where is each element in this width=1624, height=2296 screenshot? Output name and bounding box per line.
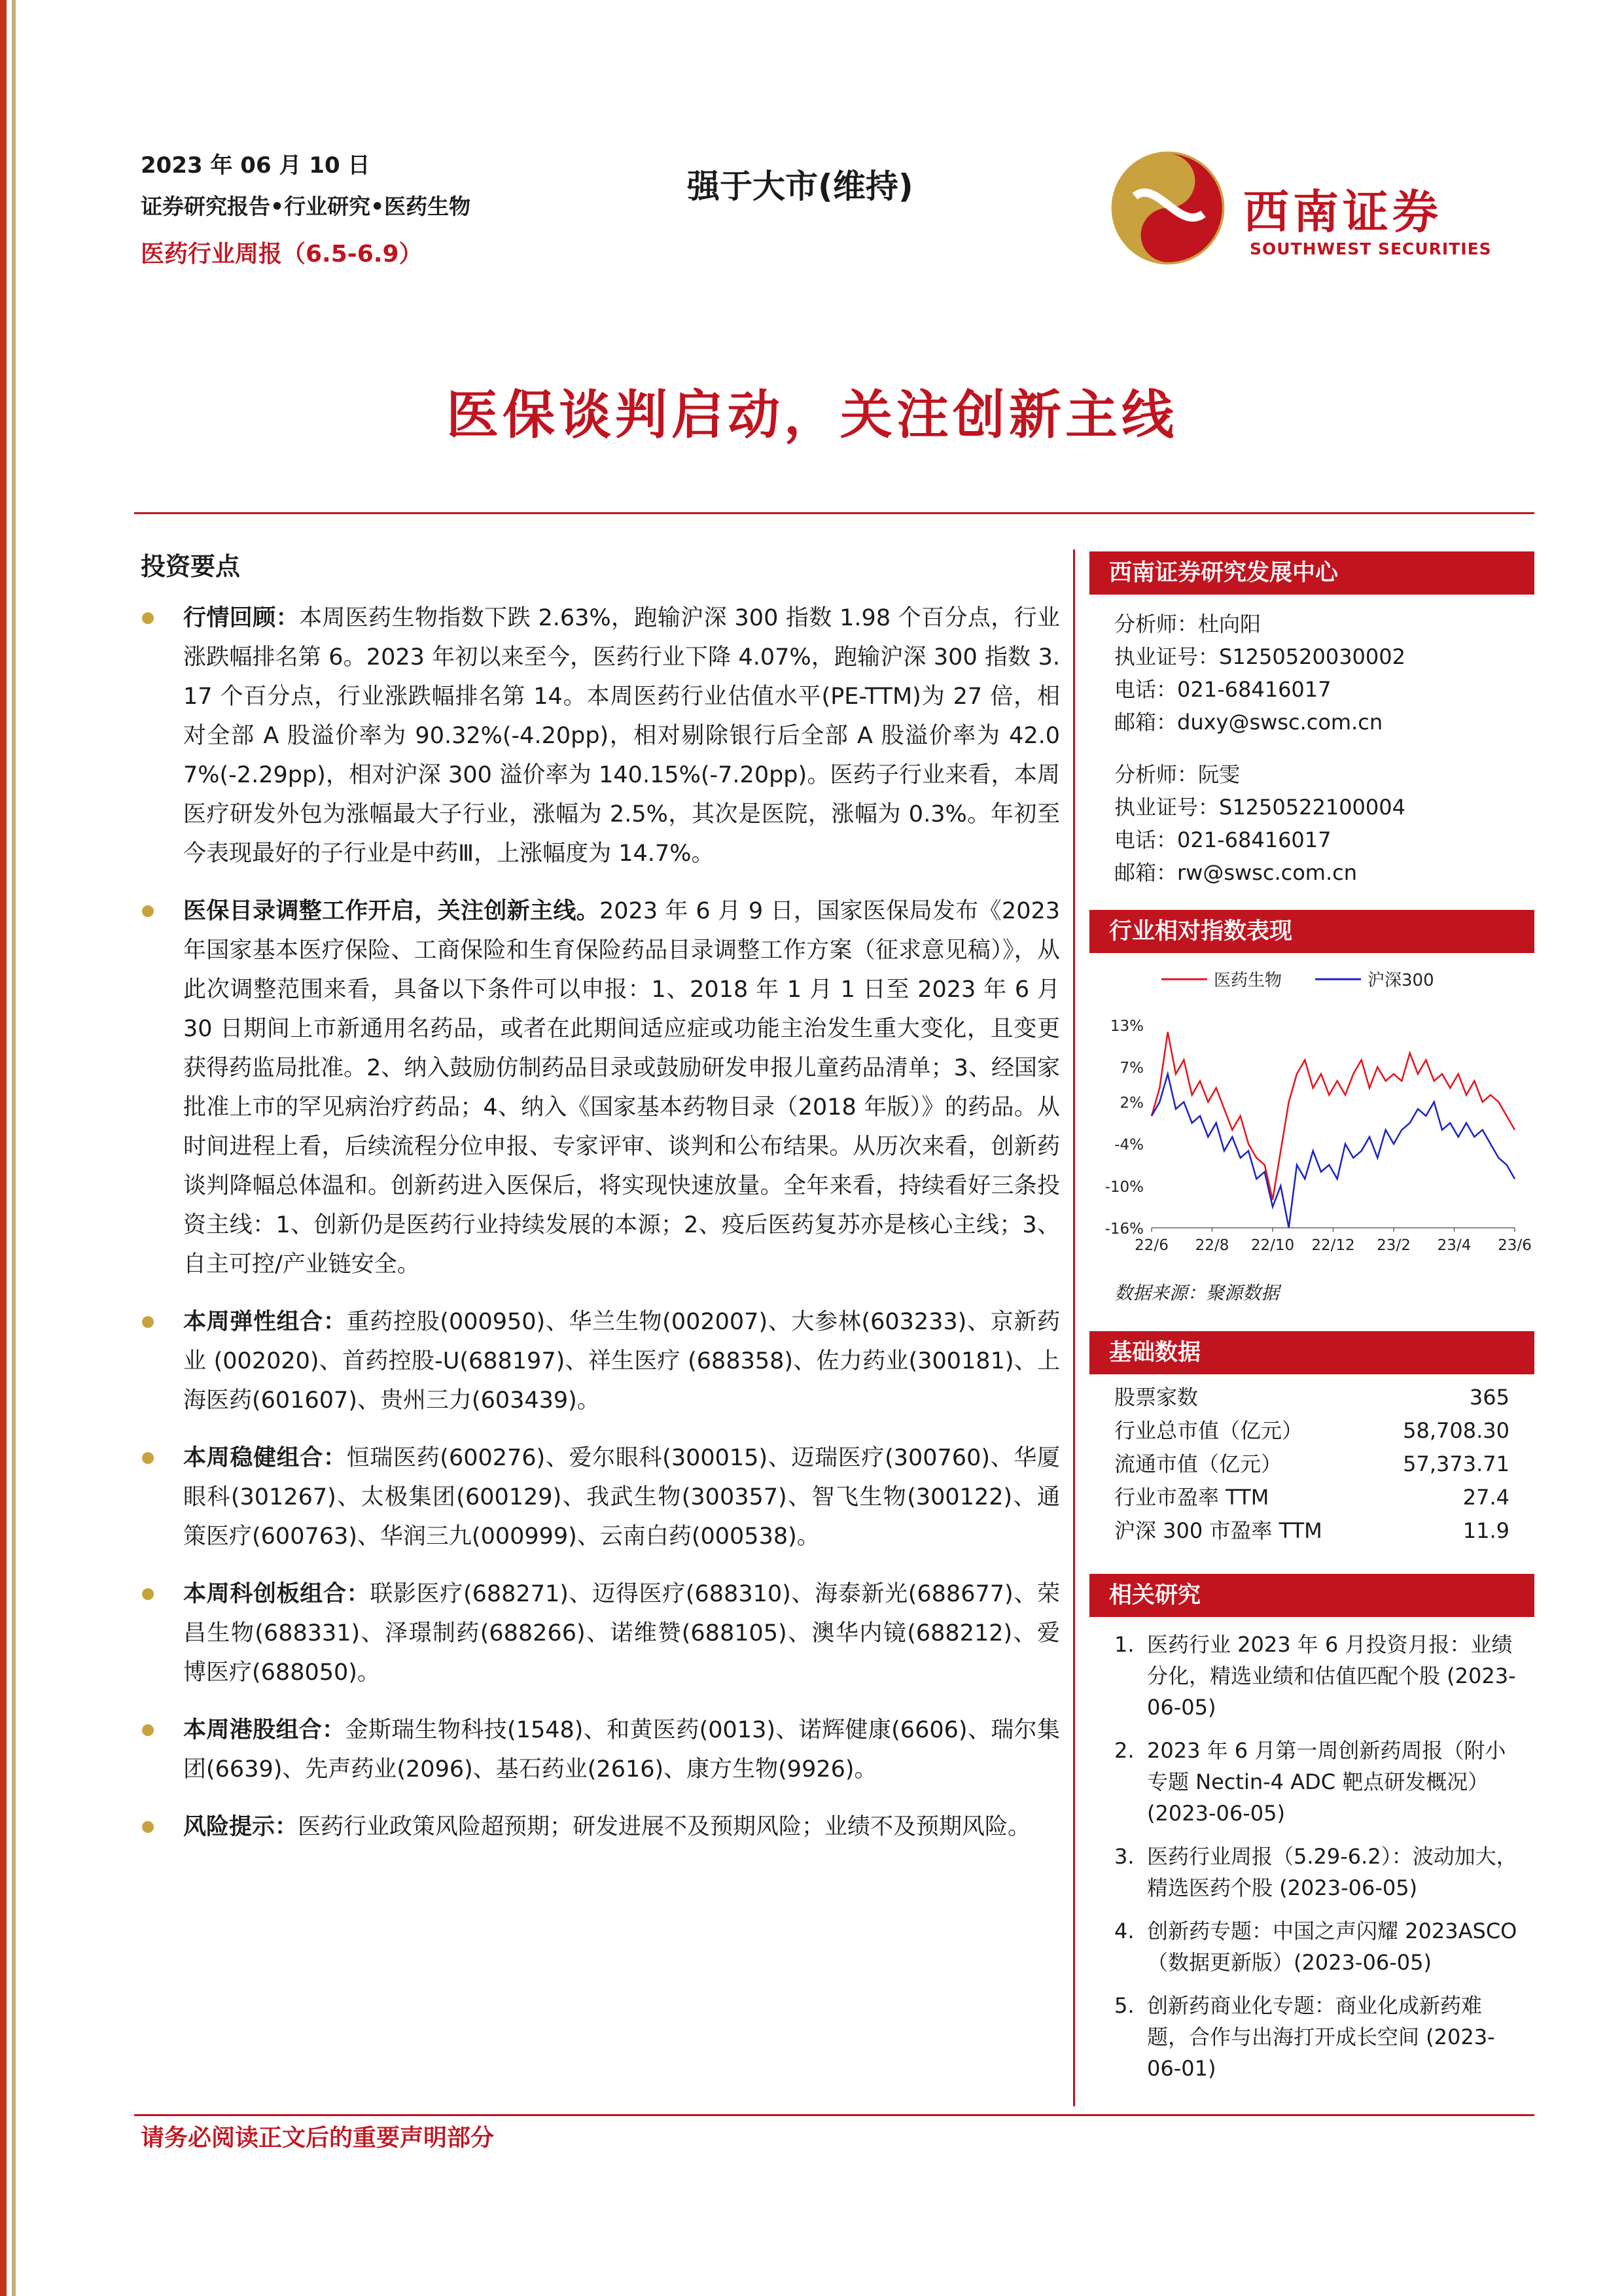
chart-canvas: [1089, 953, 1534, 1267]
table-row: [1089, 1514, 1534, 1548]
stat-label: 沪深 300 市盈率 TTM: [1114, 1518, 1322, 1543]
highlight-lead: 本周稳健组合：: [183, 1445, 347, 1471]
table-row: [1089, 1448, 1534, 1481]
highlight-item: [141, 1574, 1060, 1692]
highlight-item: [141, 1807, 1060, 1847]
analyst-cert: 执业证号：S1250522100004: [1114, 795, 1405, 820]
highlight-text: 医药行业政策风险超预期；研发进展不及预期风险；业绩不及预期风险。: [298, 1814, 1031, 1840]
x-tick-label: 22/12: [1311, 1237, 1355, 1254]
highlight-lead: 本周港股组合：: [183, 1717, 345, 1743]
list-item[interactable]: [1114, 1841, 1521, 1904]
brand-name-en: SOUTHWEST SECURITIES: [1250, 239, 1492, 258]
page-title: 医保谈判启动，关注创新主线: [446, 385, 1178, 445]
highlight-lead: 行情回顾：: [183, 605, 299, 631]
highlight-item: [141, 1302, 1060, 1420]
series-line: [1152, 1032, 1515, 1200]
highlight-item: [141, 1711, 1060, 1789]
stat-value: 27.4: [1462, 1485, 1509, 1510]
analyst-phone: 电话：021-68416017: [1114, 827, 1332, 852]
highlight-item: [141, 892, 1060, 1284]
highlight-text: 恒瑞医药(600276)、爱尔眼科(300015)、迈瑞医疗(300760)、华厦眼科(301267)、太极集团(600129)、我武生物(300357)、智飞生物(300122)、通策医疗(600763)、华润三九(000999)、云南白药(000538)。: [183, 1445, 1060, 1550]
highlight-item: [141, 599, 1060, 873]
highlight-lead: 医保目录调整工作开启，关注创新主线。: [183, 898, 600, 924]
table-row: [1089, 1481, 1534, 1514]
stat-value: 11.9: [1462, 1518, 1509, 1543]
item-text: 创新药专题：中国之声闪耀 2023ASCO（数据更新版）(2023-06-05): [1147, 1919, 1517, 1975]
list-item[interactable]: [1114, 1915, 1521, 1978]
related-research-title: 相关研究: [1089, 1574, 1534, 1617]
stat-value: 365: [1469, 1385, 1509, 1410]
stat-label: 行业市盈率 TTM: [1114, 1485, 1269, 1510]
x-tick-label: 23/6: [1498, 1237, 1532, 1254]
title-divider: [134, 512, 1534, 514]
x-tick-label: 22/10: [1250, 1237, 1295, 1254]
x-tick-label: 22/6: [1135, 1237, 1169, 1254]
footer-divider: [134, 2114, 1534, 2116]
related-research-list: [1089, 1617, 1534, 2084]
list-item[interactable]: [1114, 1629, 1521, 1723]
x-tick-label: 22/8: [1195, 1237, 1229, 1254]
chart-source: 数据来源：聚源数据: [1114, 1282, 1280, 1304]
highlight-lead: 风险提示：: [183, 1814, 298, 1840]
highlight-lead: 本周科创板组合：: [183, 1581, 370, 1607]
legend-label: 医药生物: [1214, 971, 1282, 990]
item-text: 医药行业周报（5.29-6.2）：波动加大，精选医药个股 (2023-06-05): [1147, 1844, 1517, 1900]
analyst-cert: 执业证号：S1250520030002: [1114, 644, 1405, 669]
highlight-text: 2023 年 6 月 9 日，国家医保局发布《2023年国家基本医疗保险、工商保险和生育保险药品目录调整工作方案（征求意见稿）》，从此次调整范围来看，具备以下条件可以申报：1、2018 年 1 月 1 日至 2023 年 6 月 30 日期间上市新通用名药品，或者在此期间适应症或功能主治发生重大变化，且变更获得药监局批准。2、纳入鼓励仿制药品目录或鼓励研发申报儿童药品清单；3、经国家批准上市的罕见病治疗药品；4、纳入《国家基本药物目录（2018 年版）》的药品。从时间进程上看，后续流程分位申报、专家评审、谈判和公布结果。从历次来看，创新药谈判降幅总体温和。创新药进入医保后，将实现快速放量。全年来看，持续看好三条投资主线：1、创新仍是医药行业持续发展的本源；2、疫后医药复苏亦是核心主线；3、自主可控/产业链安全。: [183, 898, 1060, 1278]
basic-data-table: [1089, 1381, 1534, 1548]
item-text: 2023 年 6 月第一周创新药周报（附小专题 Nectin-4 ADC 靶点研发概况）(2023-06-05): [1147, 1738, 1506, 1826]
footer-disclaimer: 请务必阅读正文后的重要声明部分: [141, 2125, 495, 2151]
y-tick-label: 13%: [1110, 1018, 1144, 1035]
stat-label: 流通市值（亿元）: [1114, 1452, 1282, 1476]
analyst-name: 分析师：阮雯: [1114, 762, 1241, 787]
section-heading: 投资要点: [141, 552, 241, 581]
y-tick-label: -16%: [1104, 1221, 1144, 1238]
table-row: [1089, 1414, 1534, 1448]
report-category: 证券研究报告•行业研究•医药生物: [141, 194, 471, 219]
highlight-text: 本周医药生物指数下跌 2.63%，跑输沪深 300 指数 1.98 个百分点，行业涨跌幅排名第 6。2023 年初以来至今，医药行业下降 4.07%，跑输沪深 300 指数 3.17 个百分点，行业涨跌幅排名第 14。本周医药行业估值水平(PE-TTM)为 27 倍，相对全部 A 股溢价率为 90.32%(-4.20pp)，相对剔除银行后全部 A 股溢价率为 42.07%(-2.29pp)，相对沪深 300 溢价率为 140.15%(-7.20pp)。医药子行业来看，本周医疗研发外包为涨幅最大子行业，涨幅为 2.5%，其次是医院，涨幅为 0.3%。年初至今表现最好的子行业是中药Ⅲ，上涨幅度为 14.7%。: [183, 605, 1060, 867]
report-date: 2023 年 06 月 10 日: [141, 152, 370, 179]
x-tick-label: 23/2: [1377, 1237, 1411, 1254]
sidebar: [1089, 551, 1534, 2096]
rating: 强于大市(维持): [687, 167, 913, 205]
stat-value: 58,708.30: [1403, 1418, 1509, 1443]
item-number: 1.: [1114, 1632, 1135, 1657]
x-tick-label: 23/4: [1437, 1237, 1472, 1254]
report-subtitle: 医药行业周报（6.5-6.9）: [141, 241, 423, 268]
analyst-phone: 电话：021-68416017: [1114, 677, 1332, 702]
basic-data-title: 基础数据: [1089, 1331, 1534, 1374]
brand-name-cn: 西南证券: [1243, 184, 1442, 239]
highlight-item: [141, 1438, 1060, 1556]
y-tick-label: 7%: [1120, 1060, 1144, 1077]
stat-value: 57,373.71: [1403, 1452, 1509, 1476]
analyst-name: 分析师：杜向阳: [1114, 612, 1262, 636]
analyst-email[interactable]: 邮箱：duxy@swsc.com.cn: [1114, 710, 1383, 735]
table-row: [1089, 1381, 1534, 1414]
list-item[interactable]: [1114, 1990, 1521, 2084]
relative-index-chart: [1089, 953, 1534, 1267]
legend-label: 沪深300: [1368, 971, 1434, 990]
y-tick-label: 2%: [1120, 1094, 1144, 1112]
company-logo-icon: [1109, 149, 1227, 267]
item-number: 2.: [1114, 1738, 1135, 1763]
stat-label: 行业总市值（亿元）: [1114, 1418, 1303, 1443]
list-item[interactable]: [1114, 1735, 1521, 1829]
column-divider: [1073, 549, 1075, 2106]
highlight-text: 重药控股(000950)、华兰生物(002007)、大参林(603233)、京新药业 (002020)、首药控股-U(688197)、祥生医疗 (688358)、佐力药业(300181)、上海医药(601607)、贵州三力(603439)。: [183, 1309, 1060, 1414]
item-text: 医药行业 2023 年 6 月投资月报：业绩分化，精选业绩和估值匹配个股 (2023-06-05): [1147, 1632, 1516, 1720]
highlight-text: 联影医疗(688271)、迈得医疗(688310)、海泰新光(688677)、荣昌生物(688331)、泽璟制药(688266)、诺维赞(688105)、澳华内镜(688212)、爱博医疗(688050)。: [183, 1581, 1060, 1686]
highlight-text: 金斯瑞生物科技(1548)、和黄医药(0013)、诺辉健康(6606)、瑞尔集团(6639)、先声药业(2096)、基石药业(2616)、康方生物(9926)。: [183, 1717, 1060, 1783]
y-tick-label: -4%: [1114, 1136, 1144, 1154]
highlight-lead: 本周弹性组合：: [183, 1309, 347, 1335]
chart-title: 行业相对指数表现: [1089, 910, 1534, 953]
item-number: 4.: [1114, 1919, 1135, 1943]
investment-highlights: [141, 546, 1060, 1865]
item-number: 5.: [1114, 1993, 1135, 2018]
item-number: 3.: [1114, 1844, 1135, 1869]
stat-label: 股票家数: [1114, 1385, 1199, 1410]
analyst-email[interactable]: 邮箱：rw@swsc.com.cn: [1114, 860, 1358, 885]
y-tick-label: -10%: [1104, 1178, 1144, 1196]
item-text: 创新药商业化专题：商业化成新药难题，合作与出海打开成长空间 (2023-06-01): [1147, 1993, 1495, 2081]
page-edge-decoration: [0, 0, 27, 2296]
research-center-title: 西南证券研究发展中心: [1089, 551, 1534, 595]
